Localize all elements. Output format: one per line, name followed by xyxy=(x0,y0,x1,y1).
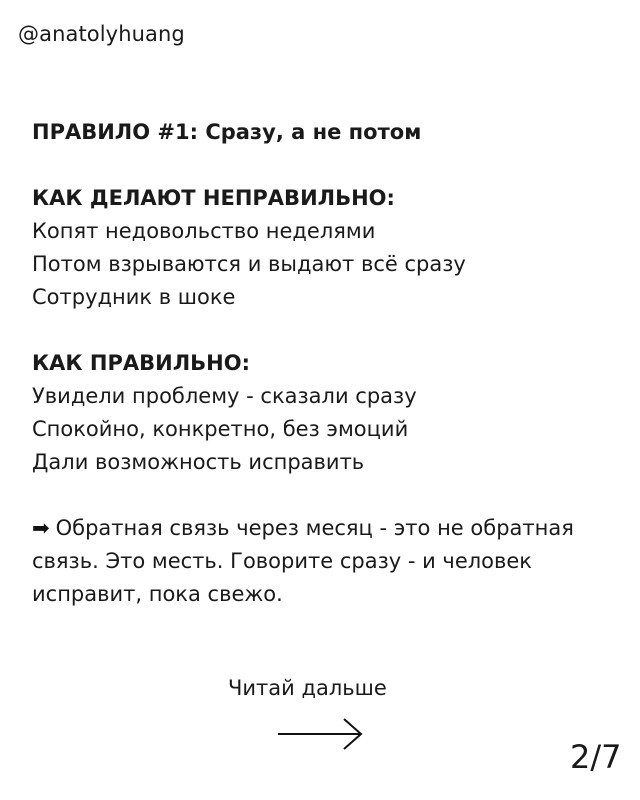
conclusion-paragraph xyxy=(32,512,622,611)
wrong-heading: КАК ДЕЛАЮТ НЕПРАВИЛЬНО: xyxy=(32,186,395,210)
wrong-item: Сотрудник в шоке xyxy=(32,285,236,309)
right-item: Спокойно, конкретно, без эмоций xyxy=(32,417,409,441)
spacer xyxy=(32,479,622,512)
wrong-item: Копят недовольство неделями xyxy=(32,219,376,243)
spacer xyxy=(32,149,622,182)
right-item: Дали возможность исправить xyxy=(32,450,365,474)
rule-title: ПРАВИЛО #1: Сразу, а не потом xyxy=(32,120,422,144)
wrong-item: Потом взрываются и выдают всё сразу xyxy=(32,252,466,276)
right-heading: КАК ПРАВИЛЬНО: xyxy=(32,351,250,375)
spacer xyxy=(32,314,622,347)
author-handle: @anatolyhuang xyxy=(18,22,185,46)
page-indicator: 2/7 xyxy=(570,738,622,776)
right-arrow-icon: ➡ xyxy=(32,516,50,540)
right-item: Увидели проблему - сказали сразу xyxy=(32,384,417,408)
main-content xyxy=(32,116,622,611)
long-arrow-right-icon[interactable] xyxy=(276,714,366,754)
read-more-label: Читай дальше xyxy=(228,676,387,700)
conclusion-text: Обратная связь через месяц - это не обратная связь. Это месть. Говорите сразу - и человек исправит, пока свежо. xyxy=(32,516,574,606)
